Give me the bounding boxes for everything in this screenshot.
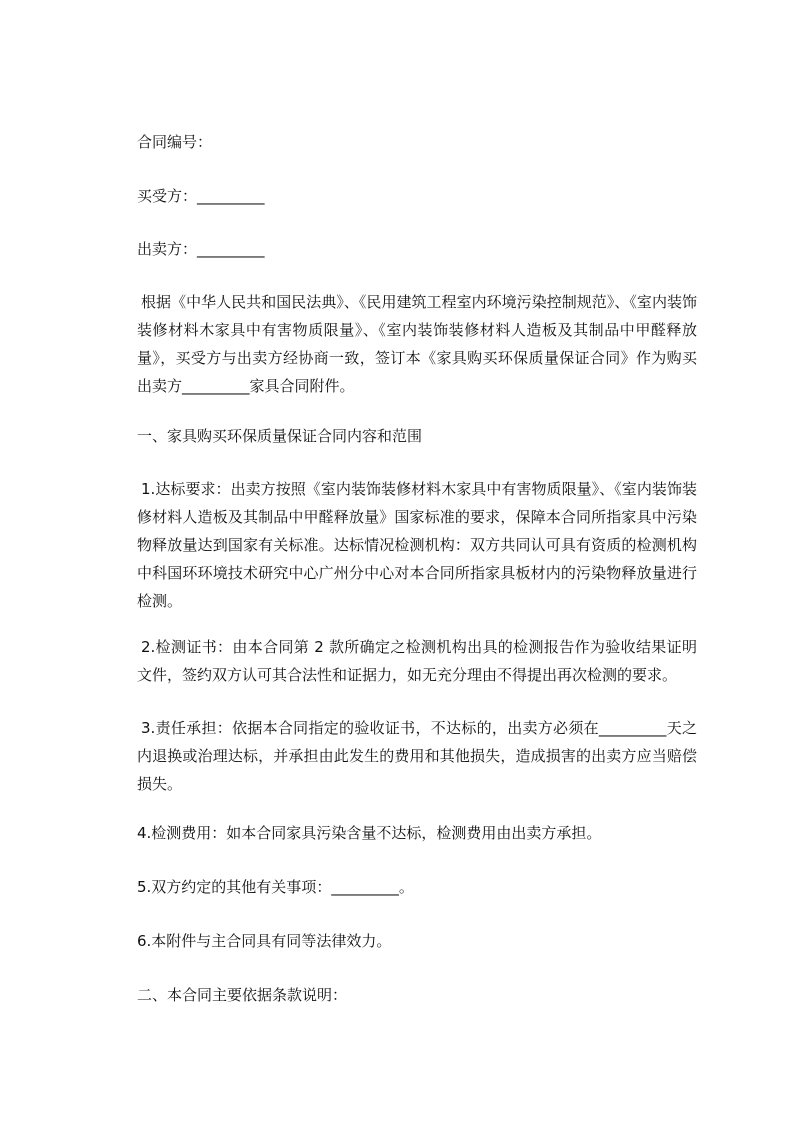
intro-text: 根据《中华人民共和国民法典》、《民用建筑工程室内环境污染控制规范》、《室内装饰装修材料木家具中有害物质限量》、《室内装饰装修材料人造板及其制品中甲醛释放量》，买受方与出卖方经协商一致，签订本《家具购买环保质量保证合同》作为购买出卖方_________家具合同附件。 xyxy=(137,293,697,395)
item-6-line: 6.本附件与主合同具有同等法律效力。 xyxy=(137,932,392,950)
item-3-paragraph xyxy=(137,714,697,798)
buyer-line: 买受方：_________ xyxy=(137,187,265,205)
contract-number-label: 合同编号： xyxy=(137,133,213,151)
section-1-title: 一、家具购买环保质量保证合同内容和范围 xyxy=(137,427,423,445)
item-4-line: 4.检测费用：如本合同家具污染含量不达标，检测费用由出卖方承担。 xyxy=(137,824,602,842)
item-2-paragraph xyxy=(137,633,697,689)
section-2-title: 二、本合同主要依据条款说明： xyxy=(137,986,348,1004)
item-3-text: 3.责任承担：依据本合同指定的验收证书，不达标的，出卖方必须在_________天之内退换或治理达标，并承担由此发生的费用和其他损失，造成损害的出卖方应当赔偿损失。 xyxy=(137,719,697,793)
item-5-line: 5.双方约定的其他有关事项：_________。 xyxy=(137,878,414,896)
intro-paragraph xyxy=(137,288,697,400)
seller-line: 出卖方：_________ xyxy=(137,240,265,258)
item-2-text: 2.检测证书：由本合同第 2 款所确定之检测机构出具的检测报告作为验收结果证明文件，签约双方认可其合法性和证据力，如无充分理由不得提出再次检测的要求。 xyxy=(137,638,697,684)
item-1-text: 1.达标要求：出卖方按照《室内装饰装修材料木家具中有害物质限量》、《室内装饰装修材料人造板及其制品中甲醛释放量》国家标准的要求，保障本合同所指家具中污染物释放量达到国家有关标准。达标情况检测机构：双方共同认可具有资质的检测机构中科国环环境技术研究中心广州分中心对本合同所指家具板材内的污染物释放量进行检测。 xyxy=(137,480,697,610)
item-1-paragraph xyxy=(137,475,697,615)
